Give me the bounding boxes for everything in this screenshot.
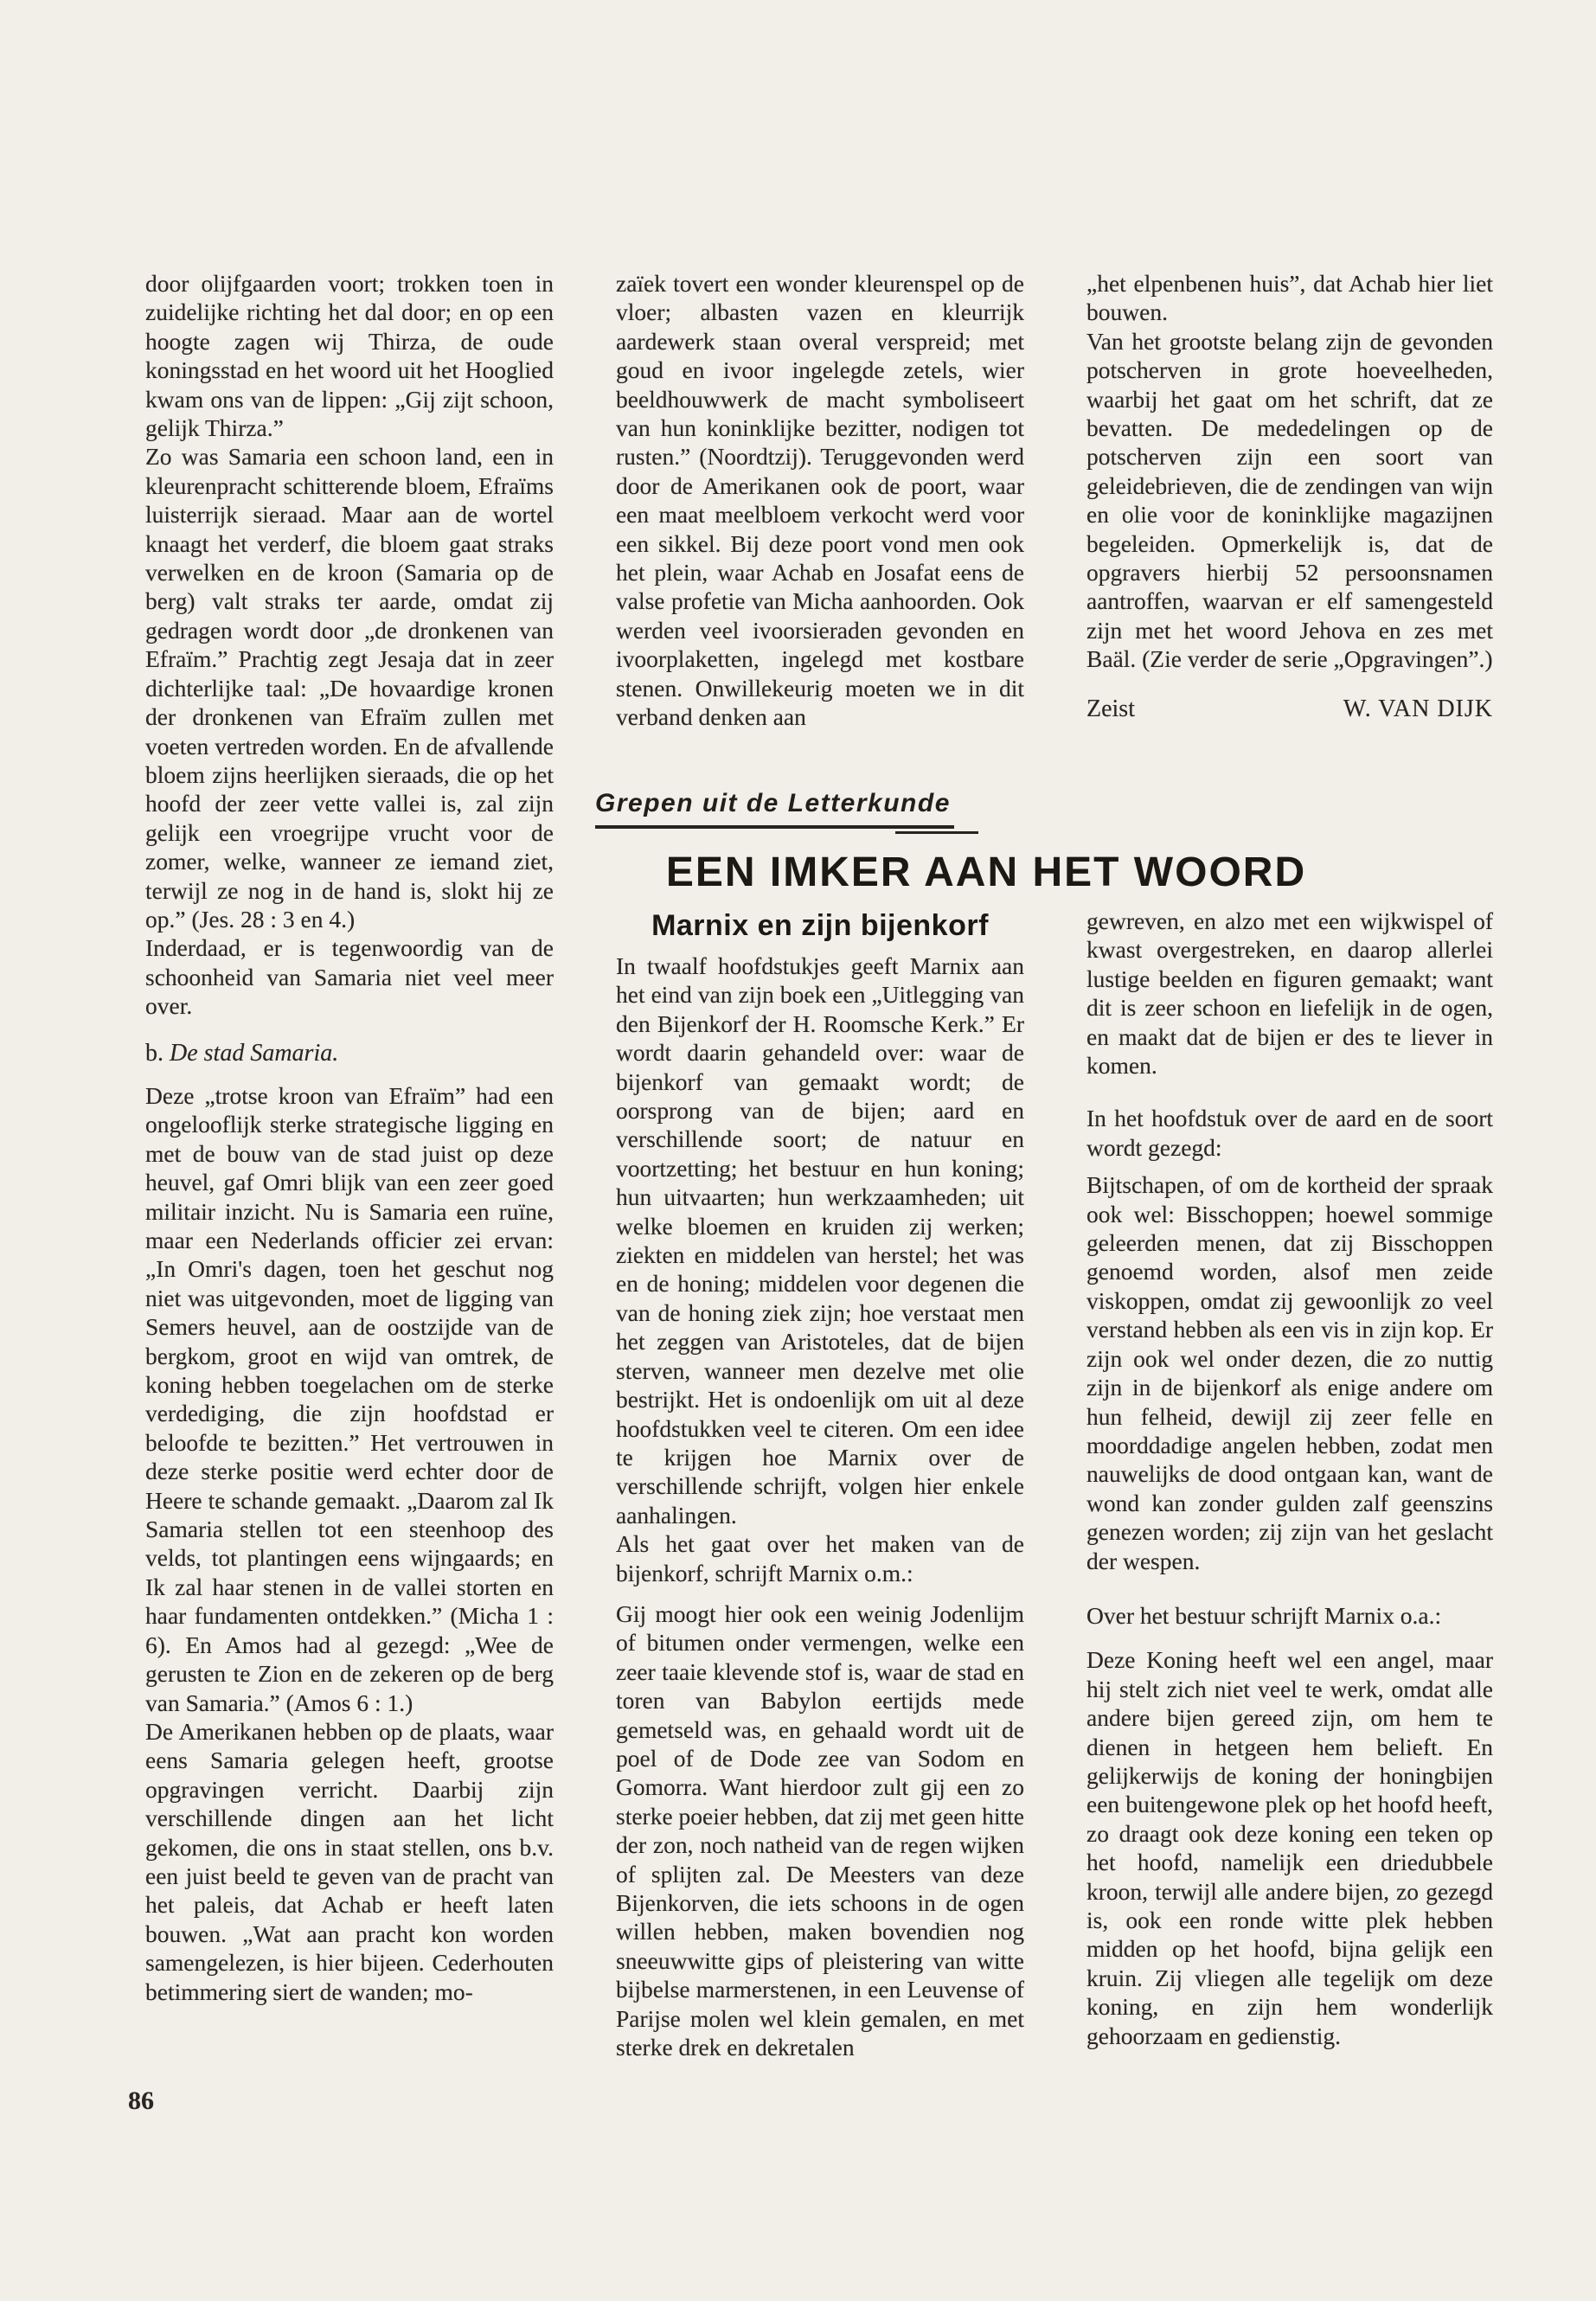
article2-subtitle: Marnix en zijn bijenkorf <box>651 909 989 942</box>
signature-place: Zeist <box>1086 695 1135 722</box>
article2-section-kicker: Grepen uit de Letterkunde <box>595 789 954 829</box>
article1-paragraph: De Amerikanen hebben op de plaats, waar eens Samaria gelegen heeft, grootse opgravingen verricht. Daarbij zijn verschillende dingen aan het licht gekomen, die ons in staat stellen, ons b.v. een juist beeld te geven van de pracht van het paleis, dat Achab er heeft laten bouwen. „Wat aan pracht kon worden samengelezen, is hier bijeen. Cederhouten betimmering siert de wanden; mo- <box>145 1717 554 2005</box>
article2-title: EEN IMKER AAN HET WOORD <box>665 849 1307 895</box>
article1-paragraph: door olijfgaarden voort; trokken toen in zuidelijke richting het dal door; en op een hoogte zagen wij Thirza, de oude koningsstad en het woord uit het Hooglied kwam ons van de lippen: „Gij zijt schoon, gelijk Thirza.” <box>145 270 554 442</box>
article2-right-column <box>1086 907 1493 2050</box>
signature-author: W. VAN DIJK <box>1343 695 1493 722</box>
article1-paragraph: „het elpenbenen huis”, dat Achab hier liet bouwen. <box>1086 270 1493 326</box>
article2-quote-paragraph: gewreven, en alzo met een wijkwispel of kwast overgestreken, en daarop allerlei lustige beelden en figuren gemaakt; want dit is zeer schoon en liefelijk in de ogen, en maakt dat de bijen er des te liever in komen. <box>1086 907 1493 1080</box>
article1-middle-column <box>616 269 1024 732</box>
article2-paragraph: In het hoofdstuk over de aard en de soort wordt gezegd: <box>1086 1105 1493 1161</box>
article1-paragraph: Inderdaad, er is tegenwoordig van de schoonheid van Samaria niet veel meer over. <box>145 934 554 1020</box>
article1-left-column <box>145 269 554 2006</box>
article2-paragraph: Over het bestuur schrijft Marnix o.a.: <box>1086 1601 1442 1629</box>
section-heading-title: De stad Samaria. <box>170 1039 339 1067</box>
section-heading-label: b. <box>145 1039 163 1067</box>
article2-quote-paragraph: Bijtschapen, of om de kortheid der spraak ook wel: Bisschoppen; hoewel sommige geleerden menen, dat zij Bisschoppen genoemd worden, alsof men zeide viskoppen, omdat zij gewoonlijk zo veel verstand hebben als een vis in zijn kop. Er zijn ook wel onder dezen, die zo nuttig zijn in de bijenkorf als enige andere om hun felheid, dewijl zij zeer felle en moorddadige angelen hebben, zodat men nauwelijks de dood ontgaan kan, want de wond kan zonder gulden zalf geenszins genezen worden; zij zijn van het geslacht der wespen. <box>1086 1171 1493 1574</box>
article2-paragraph: Als het gaat over het maken van de bijenkorf, schrijft Marnix o.m.: <box>616 1530 1024 1586</box>
article1-signature-line <box>1086 695 1493 723</box>
article2-paragraph: In twaalf hoofdstukjes geeft Marnix aan het eind van zijn boek een „Uitlegging van den Bijenkorf der H. Roomsche Kerk.” Er wordt daarin gehandeld over: waar de bijenkorf van gemaakt wordt; de oorsprong van de bijen; aard en verschillende soort; de natuur en voortzetting; het bestuur en hun koning; hun uitvaarten; hun werkzaamheden; uit welke bloemen en kruiden zij werken; ziekten en middelen van herstel; het was en de honing; middelen voor degenen die van de honing ziek zijn; hoe verstaat men het zeggen van Aristoteles, dat de bijen sterven, wanneer men dezelve met olie bestrijkt. Het is ondoenlijk om uit al deze hoofdstukken veel te citeren. Om een idee te krijgen hoe Marnix over de verschillende schrijft, volgen hier enkele aanhalingen. <box>616 952 1024 1529</box>
article1-right-column <box>1086 269 1493 723</box>
article1-paragraph: Deze „trotse kroon van Efraïm” had een ongelooflijk sterke strategische ligging en met de bouw van de stad juist op deze heuvel, gaf Omri blijk van een zeer goed militair inzicht. Nu is Samaria een ruïne, maar een Nederlands officier zei ervan: „In Omri's dagen, toen het geschut nog niet was uitgevonden, moet de ligging van Semers heuvel, aan de oostzijde van de bergkom, groot en wijd van omtrek, de koning hebben toegelachen om de sterke verdediging, die zijn hoofdstad er beloofde te bezitten.” Het vertrouwen in deze sterke positie werd echter door de Heere te schande gemaakt. „Daarom zal Ik Samaria stellen tot een steenhoop des velds, tot plantingen eens wijngaards; en Ik zal haar stenen in de vallei storten en haar fundamenten ontdekken.” (Micha 1 : 6). En Amos had al gezegd: „Wee de gerusten te Zion en de zekeren op de berg van Samaria.” (Amos 6 : 1.) <box>145 1081 554 1716</box>
article2-quote-paragraph: Gij moogt hier ook een weinig Jodenlijm of bitumen onder vermengen, welke een zeer taaie klevende stof is, waar de stad en toren van Babylon eertijds mede gemetseld was, en gehaald wordt uit de poel of de Dode zee van Sodom en Gomorra. Want hierdoor zult gij een zo sterke poeier hebben, dat zij met geen hitte der zon, noch natheid van de regen wijken of splijten zal. De Meesters van deze Bijenkorven, die iets schoons in de ogen willen hebben, maken bovendien nog sneeuwwitte gips of pleistering van witte bijbelse marmerstenen, in een Leuvense of Parijse molen wel klein gemalen, en met sterke drek en dekretalen <box>616 1599 1024 2061</box>
article1-paragraph: zaïek tovert een wonder kleurenspel op de vloer; albasten vazen en kleurrijk aardewerk staan overal verspreid; met goud en ivoor ingelegde zetels, wier beeldhouwwerk de macht symboliseert van hun koninklijke bezitter, nodigen tot rusten.” (Noordtzij). Teruggevonden werd door de Amerikanen ook de poort, waar een maat meelbloem verkocht werd voor een sikkel. Bij deze poort vond men ook het plein, waar Achab en Josafat eens de valse profetie van Micha aanhoorden. Ook werden veel ivoorsieraden gevonden en ivoorplaketten, ingelegd met kostbare stenen. Onwillekeurig moeten we in dit verband denken aan <box>616 270 1024 731</box>
article1-paragraph: Zo was Samaria een schoon land, een in kleurenpracht schitterende bloem, Efraïms luisterrijk sieraad. Maar aan de wortel knaagt het verderf, die bloem gaat straks verwelken en de kroon (Samaria op de berg) valt straks ter aarde, omdat zij gedragen wordt door „de dronkenen van Efraïm.” Prachtig zegt Jesaja dat in zeer dichterlijke taal: „De hovaardige kronen der dronkenen van Efraïm zullen met voeten vertreden worden. En de afvallende bloem zijns heerlijken sieraads, die op het hoofd der zeer vette vallei is, zal zijn gelijk een vroegrijpe vrucht voor de zomer, welke, wanneer ze iemand ziet, terwijl ze nog in de hand is, slokt hij ze op.” (Jes. 28 : 3 en 4.) <box>145 443 554 933</box>
page-number: 86 <box>128 2086 154 2115</box>
article1-section-heading <box>145 1039 554 1067</box>
article1-paragraph: Van het grootste belang zijn de gevonden potscherven in grote hoeveelheden, waarbij het gaat om het schrift, dat ze bevatten. De mededelingen op de potscherven zijn een soort van geleidebrieven, die de zendingen van wijn en olie voor de koninklijke magazijnen begeleiden. Opmerkelijk is, dat de opgravers hierbij 52 persoonsnamen aantroffen, waarvan er elf samengesteld zijn met het woord Jehova en zes met Baäl. (Zie verder de serie „Opgravingen”.) <box>1086 327 1493 673</box>
article2-quote-paragraph: Deze Koning heeft wel een angel, maar hij stelt zich niet veel te werk, omdat alle andere bijen gereed zijn, om hem te dienen in hetgeen hem belieft. En gelijkerwijs de koning der honingbijen een buitengewone plek op het hoofd heeft, zo draagt ook deze koning een teken op het hoofd, namelijk een driedubbele kroon, terwijl alle andere bijen, zo gezegd is, ook een ronde witte plek hebben midden op het hoofd, bijna gelijk een kruin. Zij vliegen alle tegelijk om deze koning, en zijn hem wonderlijk gehoorzaam en gedienstig. <box>1086 1646 1493 2049</box>
article2-middle-column <box>616 952 1024 2061</box>
